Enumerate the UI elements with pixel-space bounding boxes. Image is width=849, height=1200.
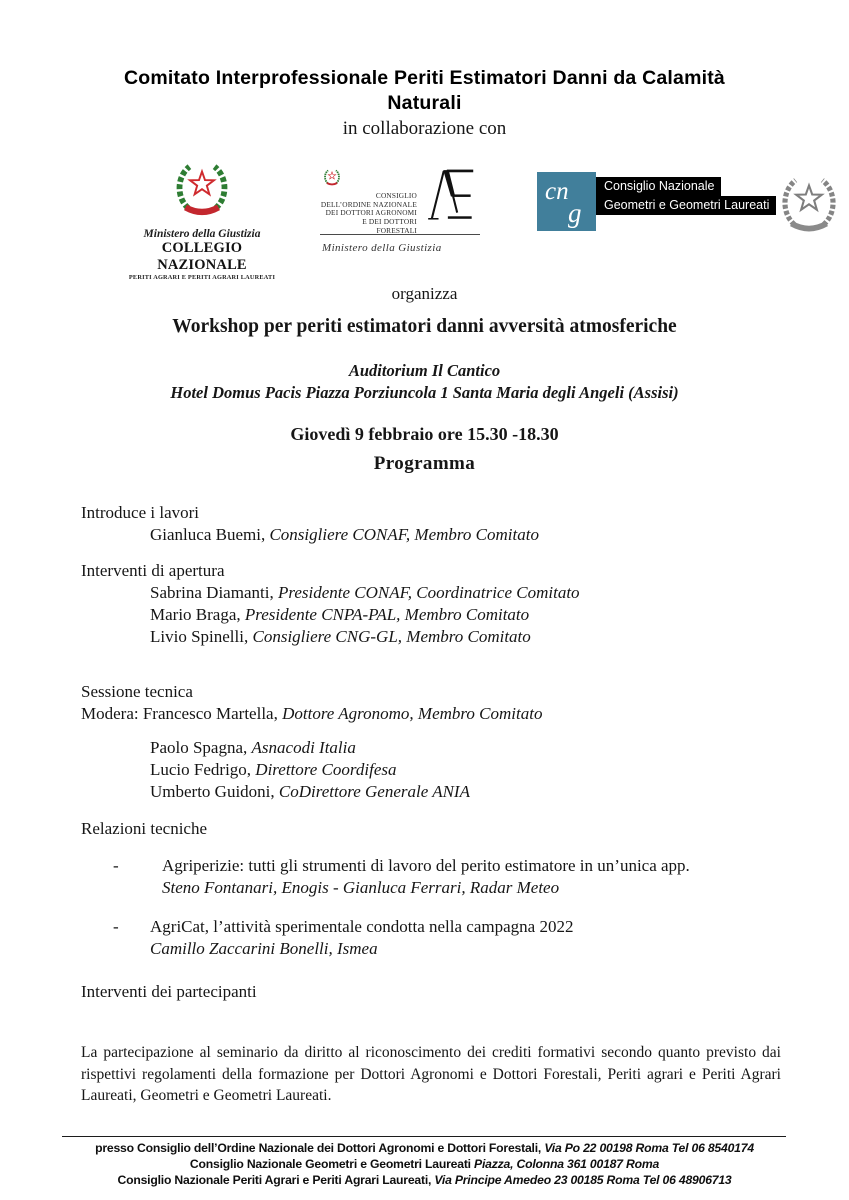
event-datetime: Giovedì 9 febbraio ore 15.30 -18.30 — [290, 424, 559, 444]
italy-emblem-small-icon — [323, 166, 341, 188]
tecnica-speaker-list — [150, 737, 470, 803]
footer — [0, 1141, 849, 1188]
venue-name: Auditorium Il Cantico — [348, 361, 501, 380]
bullet-item — [150, 916, 790, 959]
moderator-line — [81, 703, 542, 725]
speaker-line — [150, 582, 580, 604]
credits-note: La partecipazione al seminario da diritto al riconoscimento dei crediti formativi secondo quanto previsto dai rispettivi regolamenti della formazione per Dottori Agronomi e Dottori Forestali, Periti agrari e Periti Agrari Laureati, Geometri e Geometri Laureati. — [81, 1044, 781, 1104]
speaker-name: Paolo Spagna, — [150, 738, 252, 757]
speaker-name: Livio Spinelli, — [150, 627, 253, 646]
cng-banner — [596, 177, 776, 215]
collegio-name-label: COLLEGIO NAZIONALE — [157, 240, 247, 273]
cng-banner-line2: Geometri e Geometri Laureati — [596, 196, 776, 215]
footer-line — [0, 1157, 849, 1173]
program-heading: Programma — [373, 453, 476, 474]
speaker-role: Consigliere CNG-GL, Membro Comitato — [252, 627, 531, 646]
speaker-role: CoDirettore Generale ANIA — [278, 782, 470, 801]
footer-divider — [62, 1136, 786, 1137]
svg-text:g: g — [568, 198, 582, 228]
speaker-name: Gianluca Buemi, — [150, 525, 270, 544]
speaker-line — [150, 604, 580, 626]
speaker-role: Presidente CONAF, Coordinatrice Comitato — [277, 583, 580, 602]
collegio-subtitle-label: PERITI AGRARI E PERITI AGRARI LAUREATI — [128, 274, 276, 281]
conaf-line3: DEI DOTTORI AGRONOMI — [325, 208, 417, 218]
page-title — [0, 66, 849, 116]
section-apertura-heading: Interventi di apertura — [81, 561, 225, 580]
speaker-line — [150, 626, 580, 648]
speaker-name: Umberto Guidoni, — [150, 782, 279, 801]
conaf-divider — [320, 234, 480, 235]
speaker-role: Asnacodi Italia — [251, 738, 356, 757]
venue-address: Hotel Domus Pacis Piazza Porziuncola 1 Santa Maria degli Angeli (Assisi) — [170, 382, 679, 402]
apertura-speaker-list — [150, 582, 580, 648]
bullet-title: AgriCat, l’attività sperimentale condotta nella campagna 2022 — [150, 917, 574, 936]
speaker-role: Consigliere CONAF, Membro Comitato — [269, 525, 539, 544]
section-partecipanti-heading: Interventi dei partecipanti — [81, 982, 257, 1001]
footer-org: presso Consiglio dell’Ordine Nazionale dei Dottori Agronomi e Dottori Forestali, — [95, 1141, 545, 1155]
speaker-name: Sabrina Diamanti, — [150, 583, 278, 602]
venue-block — [0, 360, 849, 403]
conaf-text-block — [320, 192, 417, 236]
italy-emblem-icon — [170, 158, 234, 218]
af-monogram-icon — [428, 167, 476, 225]
conaf-line4: E DEI DOTTORI FORESTALI — [362, 217, 417, 235]
moderator-name: Modera: Francesco Martella, — [81, 704, 283, 723]
bullet-marker: - — [113, 856, 119, 875]
section-introduce-heading: Introduce i lavori — [81, 503, 200, 522]
bullet-marker: - — [113, 917, 119, 936]
speaker-line — [150, 737, 470, 759]
cng-mark-icon — [537, 172, 596, 231]
cng-banner-line1: Consiglio Nazionale — [596, 177, 721, 196]
logo-conaf — [320, 158, 488, 264]
moderator-role: Dottore Agronomo, Membro Comitato — [282, 704, 543, 723]
speaker-role: Direttore Coordifesa — [255, 760, 397, 779]
bullet-speakers: Steno Fontanari, Enogis - Gianluca Ferrari, Radar Meteo — [162, 877, 560, 897]
bullet-item — [162, 855, 802, 898]
collaboration-line: in collaborazione con — [342, 118, 507, 139]
page-title-line1: Comitato Interprofessionale Periti Estimatori Danni da Calamità — [124, 67, 725, 89]
speaker-name: Lucio Fedrigo, — [150, 760, 256, 779]
logo-collegio-nazionale — [126, 158, 278, 281]
bullet-speakers: Camillo Zaccarini Bonelli, Ismea — [150, 938, 378, 958]
conaf-line2: DELL’ORDINE NAZIONALE — [320, 199, 417, 209]
section-relazioni-heading: Relazioni tecniche — [81, 819, 208, 838]
bullet-title: Agriperizie: tutti gli strumenti di lavoro del perito estimatore in un’unica app. — [162, 856, 690, 875]
organizza-line: organizza — [391, 284, 458, 303]
footer-org: Consiglio Nazionale Geometri e Geometri Laureati — [189, 1156, 475, 1171]
footer-line — [0, 1141, 849, 1157]
collegio-ministry-label: Ministero della Giustizia — [143, 228, 261, 240]
speaker-name: Mario Braga, — [150, 605, 245, 624]
footer-address: Piazza, Colonna 361 00187 Roma — [474, 1156, 660, 1171]
footer-line — [0, 1173, 849, 1189]
svg-text:cn: cn — [545, 178, 569, 205]
footer-address: Via Po 22 00198 Roma Tel 06 8540174 — [544, 1141, 754, 1155]
footer-org: Consiglio Nazionale Periti Agrari e Periti Agrari Laureati, — [117, 1172, 435, 1187]
speaker-line — [150, 781, 470, 803]
logo-cng-geometri — [537, 172, 776, 231]
conaf-ministry-label: Ministero della Giustizia — [322, 242, 442, 254]
workshop-title: Workshop per periti estimatori danni avversità atmosferiche — [172, 316, 677, 337]
footer-address: Via Principe Amedeo 23 00185 Roma Tel 06 48906713 — [434, 1172, 732, 1187]
section-tecnica-heading: Sessione tecnica — [81, 682, 193, 701]
speaker-role: Presidente CNPA-PAL, Membro Comitato — [244, 605, 530, 624]
conaf-line1: CONSIGLIO — [375, 191, 417, 200]
introduce-speaker-line — [150, 524, 539, 546]
speaker-line — [150, 759, 470, 781]
italy-emblem-outline-icon — [778, 170, 840, 236]
page-title-line2: Naturali — [387, 92, 462, 114]
